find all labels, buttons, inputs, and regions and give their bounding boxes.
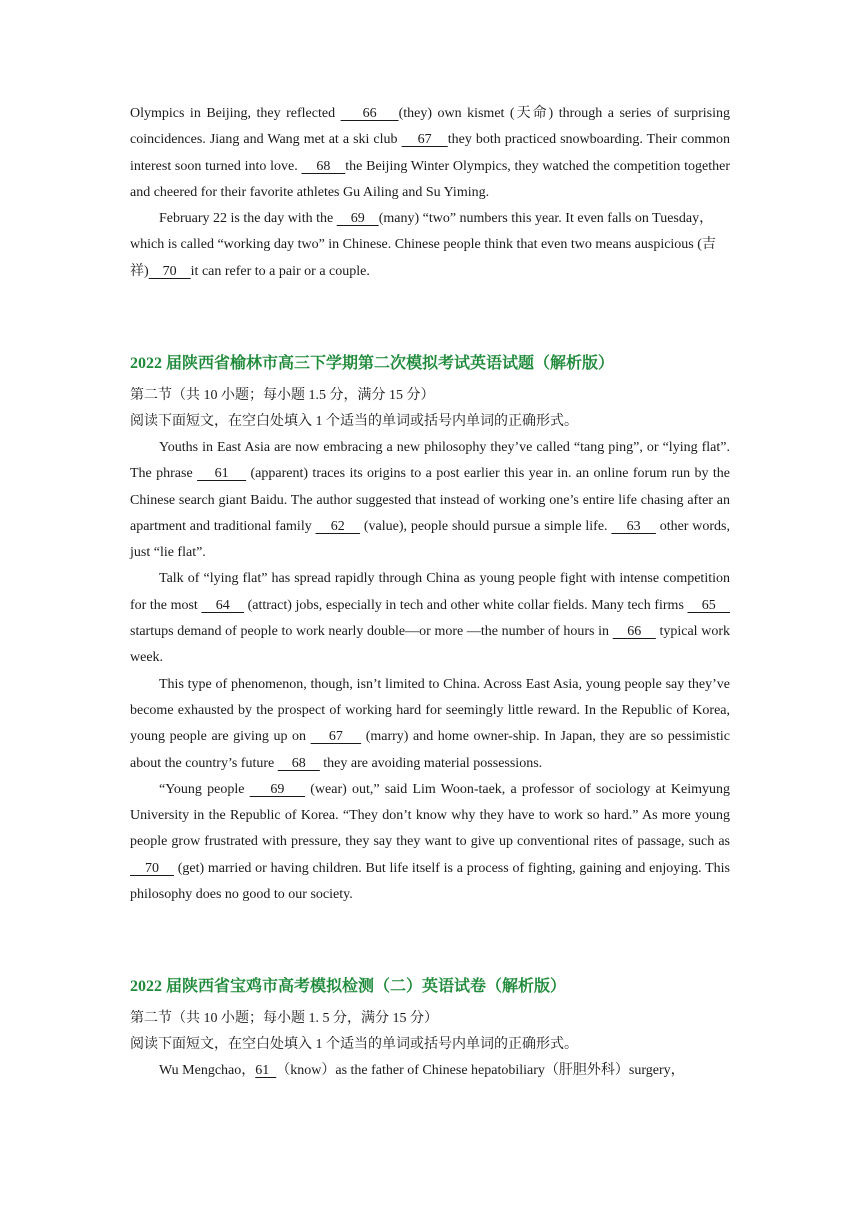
answer-blank: 66 — [340, 106, 399, 121]
answer-blank: 62 — [315, 518, 361, 534]
paragraph — [130, 435, 730, 566]
answer-blank: 68 — [277, 755, 320, 771]
answer-blank: 70 — [148, 263, 191, 279]
passage-text: (marry) and home owner-ship. In Japan, they are so pessimistic about the country’s future — [130, 729, 730, 771]
passage-text: This type of phenomenon, though, isn’t limited to China. Across East Asia, young people say they’ve become exhausted by the prospect of working hard for seemingly little reward. In the Republic of Korea, young people are giving up on — [130, 676, 730, 745]
passage-text: they both practiced snowboarding. Their common interest soon turned into love. — [130, 132, 731, 174]
answer-blank: 67 — [310, 729, 362, 745]
paragraph — [130, 206, 730, 285]
instructions: 阅读下面短文，在空白处填入 1 个适当的单词或括号内单词的正确形式。 — [130, 414, 578, 429]
passage-text: it can refer to a pair or a couple. — [190, 263, 370, 279]
paragraph — [130, 777, 730, 908]
passage-text: startups demand of people to work nearly double—or more —the number of hours in — [130, 624, 613, 640]
instructions: 阅读下面短文，在空白处填入 1 个适当的单词或括号内单词的正确形式。 — [130, 1037, 578, 1052]
passage-text: (get) married or having children. But life itself is a process of fighting, gaining and enjoying. This philosophy does no good to our society. — [130, 860, 731, 903]
paragraph — [130, 672, 730, 777]
passage-text: (they) own kismet (天命) through a series of surprising coincidences. Jiang and Wang met at a ski club — [130, 106, 731, 148]
answer-blank: 65 — [687, 597, 731, 613]
answer-blank: 68 — [301, 158, 346, 174]
section-subtitle: 第二节（共 10 小题；每小题 1.5 分，满分 15 分） — [130, 388, 435, 403]
passage-text: （know）as the father of Chinese hepatobiliary（肝胆外科）surgery， — [276, 1063, 685, 1078]
answer-blank: 69 — [249, 781, 306, 797]
answer-blank: 67 — [401, 132, 448, 148]
passage-text: February 22 is the day with the — [159, 211, 337, 227]
paragraph — [130, 1058, 730, 1084]
answer-blank: 66 — [612, 624, 656, 640]
exam-section-yulin — [130, 352, 730, 908]
answer-blank: 61 — [197, 466, 247, 482]
passage-text: the Beijing Winter Olympics, they watched the competition together and cheered for their favorite athletes Gu Ailing and Su Yiming. — [130, 158, 731, 200]
section-title: 2022 届陕西省榆林市高三下学期第二次模拟考试英语试题（解析版） — [130, 355, 615, 372]
passage-section-1 — [130, 101, 730, 285]
passage-text: (attract) jobs, especially in tech and other white collar fields. Many tech firms — [244, 597, 688, 613]
passage-text: they are avoiding material possessions. — [319, 755, 543, 771]
passage-text: typical work week. — [130, 624, 730, 666]
answer-blank: 64 — [201, 597, 244, 613]
passage-text: Olympics in Beijing, they reflected — [130, 106, 341, 121]
answer-blank: 63 — [611, 518, 656, 534]
passage-text: Wu Mengchao， — [159, 1063, 256, 1078]
section-title: 2022 届陕西省宝鸡市高考模拟检测（二）英语试卷（解析版） — [130, 978, 567, 995]
passage-text: Youths in East Asia are now embracing a new philosophy they’ve called “tang ping”, or “lying flat”. The phrase — [130, 440, 730, 482]
passage-text: (many) “two” numbers this year. It even falls on Tuesday，which is called “working day two” in Chinese. Chinese people think that even two means auspicious (吉祥) — [130, 211, 716, 279]
passage-text: (apparent) traces its origins to a post earlier this year in. an online forum run by the Chinese search giant Baidu. The author suggested that instead of working one’s entire life chasing after an apartment and traditional family — [130, 466, 730, 534]
passage-text: other words, just “lie flat”. — [130, 518, 731, 561]
answer-blank: 69 — [336, 211, 379, 227]
passage-text: “Young people — [159, 781, 250, 797]
paragraph — [130, 566, 730, 671]
paragraph — [130, 101, 730, 206]
passage-text: (wear) out,” said Lim Woon-taek, a professor of sociology at Keimyung University in the Republic of Korea. “They don’t know why they have to work so hard.” As more young people grow frustrated with pressure, they say they want to give up conventional rites of passage, such as — [130, 781, 731, 850]
answer-blank: 70 — [130, 860, 174, 876]
exam-section-baoji — [130, 975, 730, 1084]
answer-blank: 61 — [255, 1063, 277, 1078]
section-subtitle: 第二节（共 10 小题；每小题 1. 5 分，满分 15 分） — [130, 1011, 438, 1026]
passage-text: Talk of “lying flat” has spread rapidly through China as young people fight with intense competition for the most — [130, 571, 730, 613]
passage-text: (value), people should pursue a simple life. — [360, 518, 612, 534]
